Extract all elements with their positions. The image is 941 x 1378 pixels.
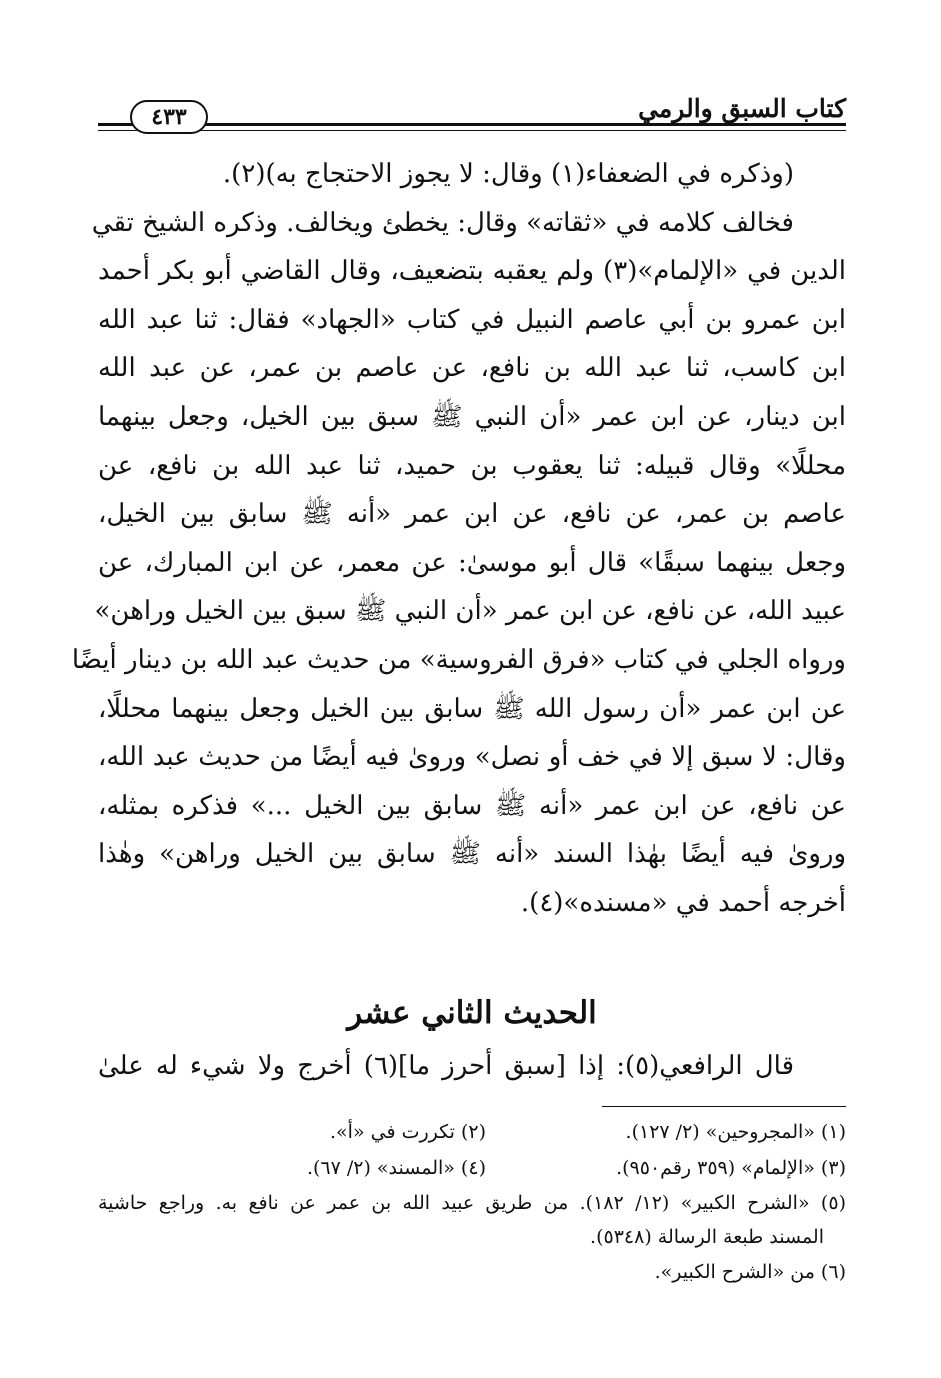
body-line: وقال: لا سبق إلا في خف أو نصل» وروىٰ فيه أيضًا من حديث عبد الله، <box>98 742 846 773</box>
body-line: (وذكره في الضعفاء(١) وقال: لا يجوز الاحتجاج به)(٢). <box>222 159 794 189</box>
body-line: وجعل بينهما سبقًا» قال أبو موسىٰ: عن معمر، عن ابن المبارك، عن <box>98 547 846 578</box>
footnote-row <box>98 1254 846 1290</box>
body-line: عن ابن عمر «أن رسول الله ﷺ سابق بين الخيل وجعل بينهما محللًا، <box>98 693 846 724</box>
footnote-5-continued: المسند طبعة الرسالة (٥٣٤٨). <box>590 1226 824 1248</box>
page-header <box>98 86 846 142</box>
body-line: الدين في «الإلمام»(٣) ولم يعقبه بتضعيف، وقال القاضي أبو بكر أحمد <box>98 256 847 287</box>
body-line: ورواه الجلي في كتاب «فرق الفروسية» من حديث عبد الله بن دينار أيضًا <box>71 644 846 675</box>
footnote-5: (٥) «الشرح الكبير» (١٢/ ١٨٢). من طريق عبيد الله بن عمر عن نافع به. وراجع حاشية <box>98 1192 846 1214</box>
section-text <box>98 1042 846 1091</box>
body-line: عاصم بن عمر، عن نافع، عن ابن عمر «أنه ﷺ سابق بين الخيل، <box>98 499 846 530</box>
footnotes <box>98 1114 846 1290</box>
footnote-3: (٣) «الإلمام» (٣٥٩ رقم٩٥٠). <box>616 1157 846 1179</box>
body-line: ابن عمرو بن أبي عاصم النبيل في كتاب «الجهاد» فقال: ثنا عبد الله <box>98 304 846 335</box>
footnote-separator <box>602 1106 846 1107</box>
body-line: فخالف كلامه في «ثقاته» وقال: يخطئ ويخالف. وذكره الشيخ تقي <box>91 207 794 238</box>
footnote-row <box>98 1150 846 1186</box>
footnote-2: (٢) تكررت في «أ». <box>330 1121 486 1143</box>
footnote-row <box>98 1114 846 1150</box>
footnote-6: (٦) من «الشرح الكبير». <box>654 1261 846 1283</box>
section-heading: الحديث الثاني عشر <box>347 995 597 1031</box>
page-number: ٤٣٣ <box>130 100 208 134</box>
footnote-1: (١) «المجروحين» (٢/ ١٢٧). <box>625 1121 846 1143</box>
body-line: قال الرافعي(٥): إذا [سبق أحرز ما](٦) أخرج ولا شيء له علىٰ <box>98 1051 794 1081</box>
footnote-4: (٤) «المسند» (٢/ ٦٧). <box>306 1157 486 1179</box>
body-line: وروىٰ فيه أيضًا بهٰذا السند «أنه ﷺ سابق بين الخيل وراهن» وهٰذا <box>98 839 846 870</box>
body-line: عن نافع، عن ابن عمر «أنه ﷺ سابق بين الخيل ...» فذكره بمثله، <box>98 790 846 821</box>
body-text <box>71 150 847 928</box>
body-line: عبيد الله، عن نافع، عن ابن عمر «أن النبي ﷺ سبق بين الخيل وراهن» <box>94 596 846 627</box>
body-line: ابن دينار، عن ابن عمر «أن النبي ﷺ سبق بين الخيل، وجعل بينهما <box>98 401 846 432</box>
body-line: أخرجه أحمد في «مسنده»(٤). <box>520 887 846 918</box>
header-rule-thin <box>98 130 846 131</box>
header-rule <box>98 123 846 126</box>
body-line: محللًا» وقال قبيله: ثنا يعقوب بن حميد، ثنا عبد الله بن نافع، عن <box>98 450 846 481</box>
body-line: ابن كاسب، ثنا عبد الله بن نافع، عن عاصم بن عمر، عن عبد الله <box>98 353 846 384</box>
running-title: كتاب السبق والرمي <box>638 94 846 123</box>
